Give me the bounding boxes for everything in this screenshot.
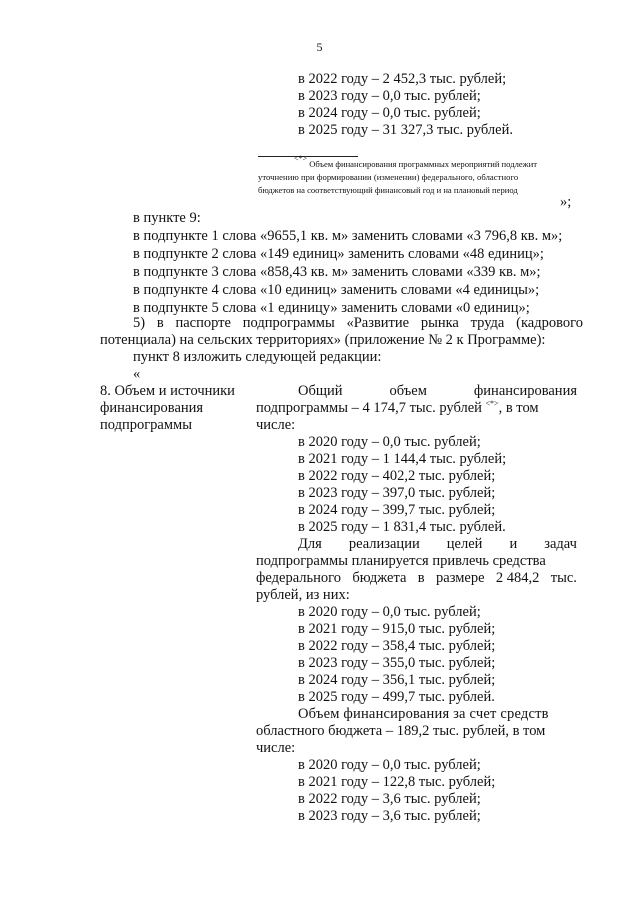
total-year-line-6: в 2025 году – 1 831,4 тыс. рублей. xyxy=(298,519,506,535)
total-year-line-1: в 2020 году – 0,0 тыс. рублей; xyxy=(298,434,481,450)
page-number: 5 xyxy=(316,40,323,54)
closing-quote: »; xyxy=(560,194,572,210)
item5-line-1-word: труда xyxy=(470,315,505,331)
federal-line-3-word: размере xyxy=(436,570,485,586)
total-line-2 xyxy=(256,400,539,417)
top-year-line-2: в 2023 году – 0,0 тыс. рублей; xyxy=(298,88,481,104)
total-line-end: , в том xyxy=(498,400,539,416)
regional-line-1: Объем финансирования за счет средств xyxy=(298,706,549,722)
total-line-1-word: финансирования xyxy=(473,383,577,399)
total-year-line-5: в 2024 году – 399,7 тыс. рублей; xyxy=(298,502,496,518)
item5-line-1-word: (кадрового xyxy=(516,315,583,331)
footnote-line-1 xyxy=(294,154,537,170)
federal-line-3-word: тыс. xyxy=(550,570,577,586)
amendment-line-2: в подпункте 1 слова «9655,1 кв. м» заменить словами «3 796,8 кв. м»; xyxy=(133,228,563,244)
federal-year-line-2: в 2021 году – 915,0 тыс. рублей; xyxy=(298,621,496,637)
item5-line-1-word: 5) xyxy=(133,315,146,331)
item5-line-1-word: в xyxy=(156,315,164,331)
amendment-line-6: в подпункте 5 слова «1 единицу» заменить словами «0 единиц»; xyxy=(133,300,530,316)
footnote-text-1: Объем финансирования программных мероприятий подлежит xyxy=(309,159,537,169)
regional-line-2: областного бюджета – 189,2 тыс. рублей, в том xyxy=(256,723,546,739)
total-line-1 xyxy=(298,383,577,400)
federal-line-1-word: Для xyxy=(298,536,322,552)
federal-line-1-word: задач xyxy=(544,536,577,552)
amendment-line-5: в подпункте 4 слова «10 единиц» заменить словами «4 единицы»; xyxy=(133,282,540,298)
regional-line-3: числе: xyxy=(256,740,296,756)
federal-line-2: подпрограммы планируется привлечь средства xyxy=(256,553,546,569)
top-year-line-1: в 2022 году – 2 452,3 тыс. рублей; xyxy=(298,71,507,87)
item5-line-1 xyxy=(133,315,583,332)
footnote-mark: <*> xyxy=(294,154,308,163)
total-year-line-3: в 2022 году – 402,2 тыс. рублей; xyxy=(298,468,496,484)
total-line-1-word: Общий xyxy=(298,383,343,399)
federal-year-line-3: в 2022 году – 358,4 тыс. рублей; xyxy=(298,638,496,654)
item5-line-1-word: рынка xyxy=(420,315,459,331)
total-amount-text: подпрограммы – 4 174,7 тыс. рублей xyxy=(256,400,482,416)
item5-line-1-word: подпрограммы xyxy=(242,315,335,331)
item5-line-1-word: «Развитие xyxy=(346,315,410,331)
item5-line-1-word: паспорте xyxy=(175,315,231,331)
opening-quote: « xyxy=(133,366,141,382)
federal-year-line-1: в 2020 году – 0,0 тыс. рублей; xyxy=(298,604,481,620)
total-year-line-2: в 2021 году – 1 144,4 тыс. рублей; xyxy=(298,451,507,467)
federal-line-3 xyxy=(256,570,577,587)
footnote-separator xyxy=(258,156,358,157)
item5-line-2: потенциала) на сельских территориях» (приложение № 2 к Программе): xyxy=(100,332,546,348)
federal-year-line-6: в 2025 году – 499,7 тыс. рублей. xyxy=(298,689,495,705)
amendment-line-3: в подпункте 2 слова «149 единиц» заменить словами «48 единиц»; xyxy=(133,246,544,262)
total-line-3: числе: xyxy=(256,417,296,433)
regional-year-line-2: в 2021 году – 122,8 тыс. рублей; xyxy=(298,774,496,790)
table-label-line-3: подпрограммы xyxy=(100,417,192,433)
item5-line-3: пункт 8 изложить следующей редакции: xyxy=(133,349,382,365)
total-line-1-word: объем xyxy=(389,383,427,399)
total-footnote-mark: <*> xyxy=(485,399,499,408)
amendment-line-4: в подпункте 3 слова «858,43 кв. м» заменить словами «339 кв. м»; xyxy=(133,264,541,280)
top-year-line-3: в 2024 году – 0,0 тыс. рублей; xyxy=(298,105,481,121)
federal-line-1 xyxy=(298,536,577,553)
federal-line-1-word: и xyxy=(509,536,518,552)
federal-year-line-4: в 2023 году – 355,0 тыс. рублей; xyxy=(298,655,496,671)
federal-line-1-word: реализации xyxy=(348,536,420,552)
federal-line-1-word: целей xyxy=(446,536,483,552)
federal-line-3-word: федерального xyxy=(256,570,341,586)
total-year-line-4: в 2023 году – 397,0 тыс. рублей; xyxy=(298,485,496,501)
federal-year-line-5: в 2024 году – 356,1 тыс. рублей; xyxy=(298,672,496,688)
footnote-line-2: уточнению при формировании (изменении) федерального, областного xyxy=(258,172,519,182)
federal-line-3-word: 2 484,2 xyxy=(495,570,540,586)
regional-year-line-4: в 2023 году – 3,6 тыс. рублей; xyxy=(298,808,481,824)
top-year-line-4: в 2025 году – 31 327,3 тыс. рублей. xyxy=(298,122,513,138)
amendment-line-1: в пункте 9: xyxy=(133,210,201,226)
regional-year-line-1: в 2020 году – 0,0 тыс. рублей; xyxy=(298,757,481,773)
federal-line-4: рублей, из них: xyxy=(256,587,350,603)
table-label-line-1: 8. Объем и источники xyxy=(100,383,235,399)
federal-line-3-word: бюджета xyxy=(352,570,407,586)
regional-year-line-3: в 2022 году – 3,6 тыс. рублей; xyxy=(298,791,481,807)
table-label-line-2: финансирования xyxy=(100,400,204,416)
footnote-line-3: бюджетов на соответствующий финансовый год и на плановый период xyxy=(258,185,518,195)
federal-line-3-word: в xyxy=(417,570,425,586)
